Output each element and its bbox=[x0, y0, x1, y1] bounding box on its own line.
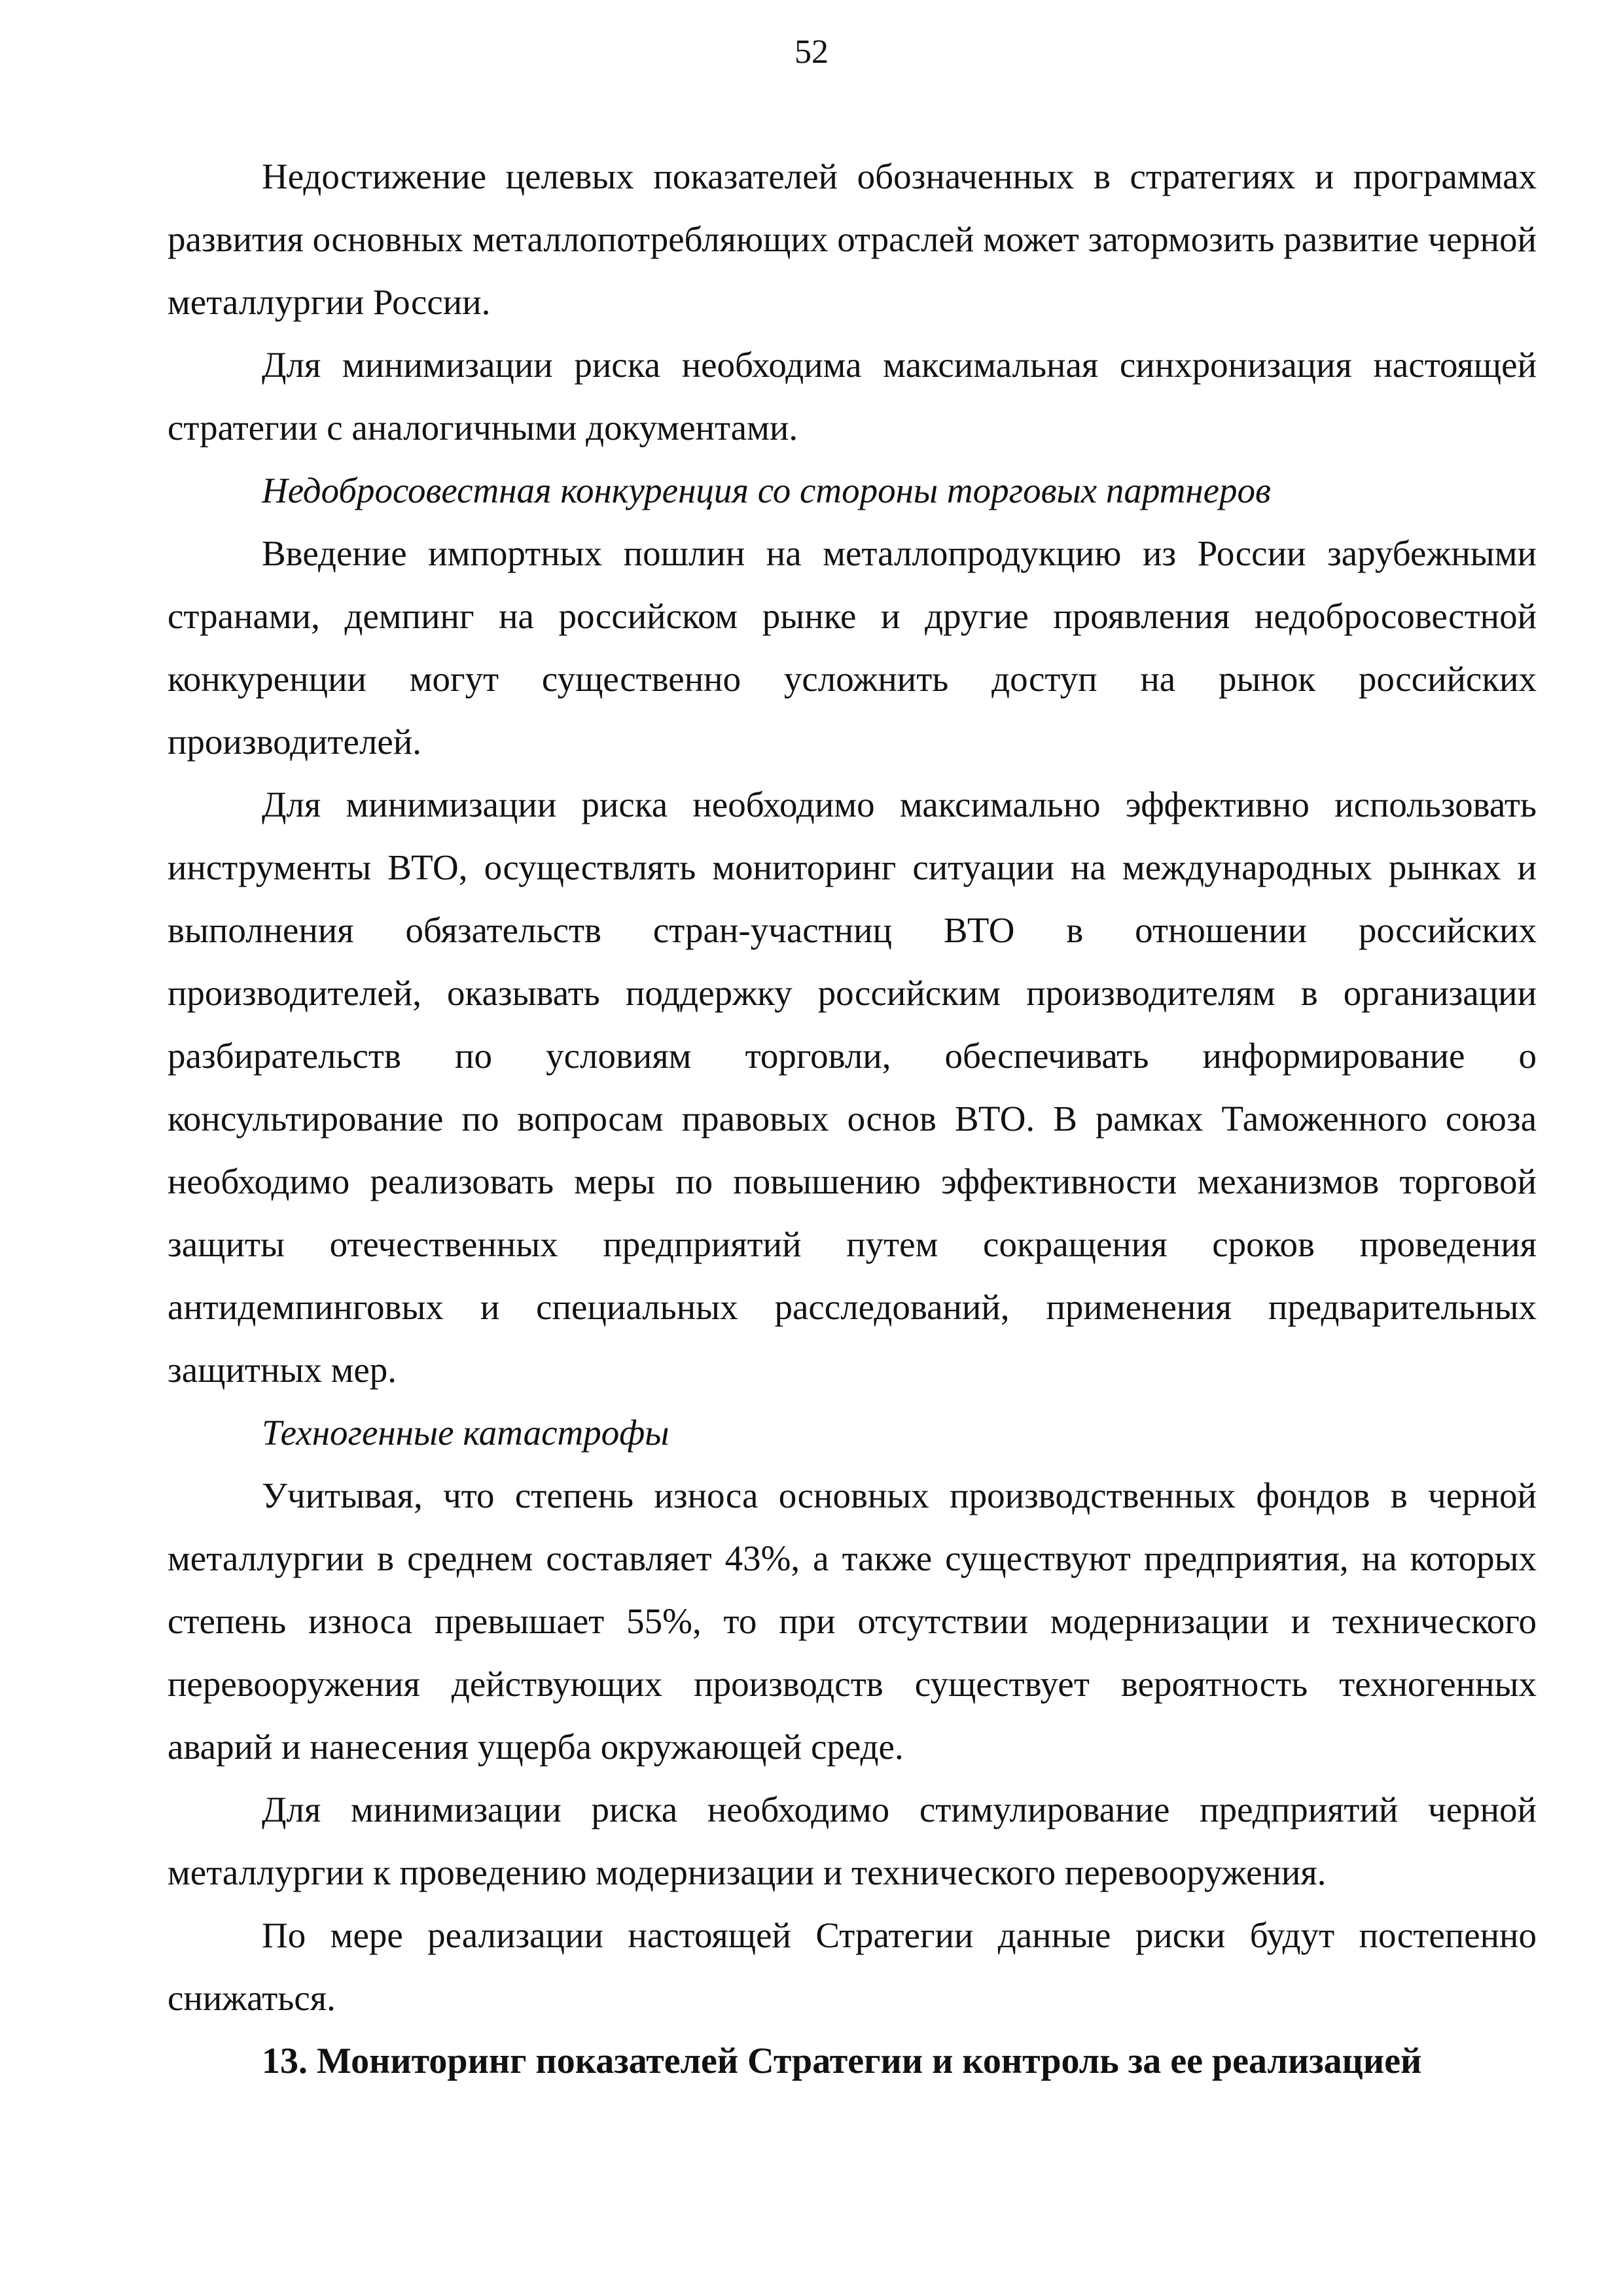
paragraph-targets-risk: Недостижение целевых показателей обозначенных в стратегиях и программах развития основных металлопотребляющих отраслей может затормозить развитие черной металлургии России. bbox=[168, 156, 1537, 322]
paragraph-modernization-mitigation: Для минимизации риска необходимо стимулирование предприятий черной металлургии к проведению модернизации и технического перевооружения. bbox=[168, 1790, 1537, 1892]
page-number: 52 bbox=[794, 33, 829, 71]
subheading-unfair-competition: Недобросовестная конкуренция со стороны торговых партнеров bbox=[262, 470, 1271, 510]
paragraph-sync-mitigation: Для минимизации риска необходима максимальная синхронизация настоящей стратегии с аналогичными документами. bbox=[168, 345, 1537, 448]
section-heading: 13. Мониторинг показателей Стратегии и контроль за ее реализацией bbox=[262, 2041, 1422, 2081]
page-content bbox=[168, 145, 1537, 2093]
subheading-technogenic-disasters: Техногенные катастрофы bbox=[262, 1413, 669, 1453]
paragraph-risks-decrease: По мере реализации настоящей Стратегии данные риски будут постепенно снижаться. bbox=[168, 1915, 1537, 2018]
paragraph-import-duties: Введение импортных пошлин на металлопродукцию из России зарубежными странами, демпинг на российском рынке и другие проявления недобросовестной конкуренции могут существенно усложнить доступ на рынок российских производителей. bbox=[168, 533, 1537, 762]
paragraph-wto-mitigation: Для минимизации риска необходимо максимально эффективно использовать инструменты ВТО, осуществлять мониторинг ситуации на международных рынках и выполнения обязательств стран-участниц ВТО в отношении российских производителей, оказывать поддержку российским производителям в организации разбирательств по условиям торговли, обеспечивать информирование о консультирование по вопросам правовых основ ВТО. В рамках Таможенного союза необходимо реализовать меры по повышению эффективности механизмов торговой защиты отечественных предприятий путем сокращения сроков проведения антидемпинговых и специальных расследований, применения предварительных защитных мер. bbox=[168, 785, 1537, 1390]
paragraph-equipment-wear: Учитывая, что степень износа основных производственных фондов в черной металлургии в среднем составляет 43%, а также существуют предприятия, на которых степень износа превышает 55%, то при отсутствии модернизации и технического перевооружения действующих производств существует вероятность техногенных аварий и нанесения ущерба окружающей среде. bbox=[168, 1475, 1537, 1767]
